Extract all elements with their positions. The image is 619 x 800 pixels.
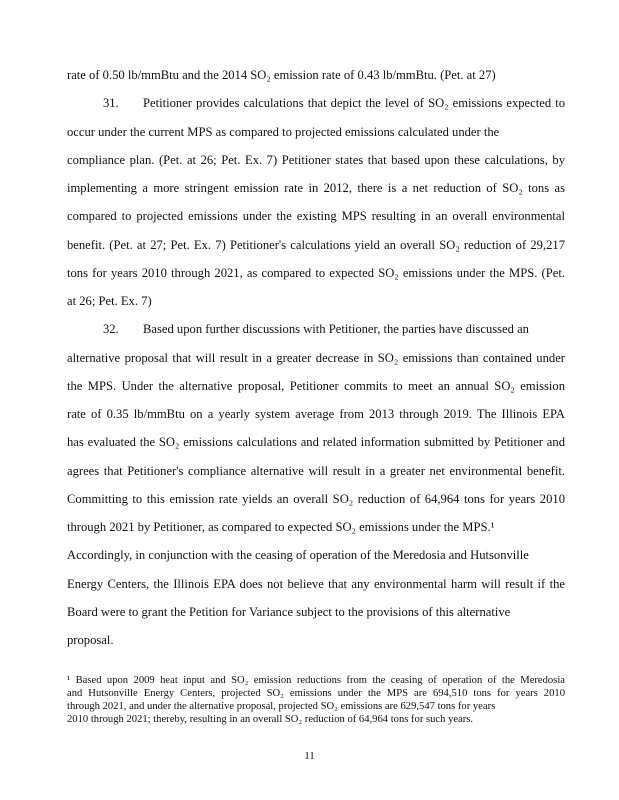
text-line xyxy=(67,202,565,230)
text-line xyxy=(67,626,565,654)
text-line xyxy=(67,174,565,202)
line-text: Accordingly, in conjunction with the ceasing of operation of the Meredosia and Hutsonville xyxy=(67,548,529,563)
line-text: the MPS. Under the alternative proposal, Petitioner commits to meet an annual SO₂ emission xyxy=(67,378,565,393)
line-text: benefit. (Pet. at 27; Pet. Ex. 7) Petitioner's calculations yield an overall SO₂ reduction of 29,217 xyxy=(67,237,565,252)
line-text: alternative proposal that will result in a greater decrease in SO₂ emissions than contained under xyxy=(67,350,565,365)
line-text: at 26; Pet. Ex. 7) xyxy=(67,294,152,308)
text-line xyxy=(67,259,565,287)
paragraph-number: 32. xyxy=(103,322,119,337)
footnote-line: 2010 through 2021; thereby, resulting in an overall SO₂ reduction of 64,964 tons for such years. xyxy=(67,714,474,725)
text-line xyxy=(67,61,565,89)
footnote-line: ¹ Based upon 2009 heat input and SO₂ emission reductions from the ceasing of operation of the Meredosia xyxy=(67,675,565,686)
line-text: compliance plan. (Pet. at 26; Pet. Ex. 7) Petitioner states that based upon these calculations, by xyxy=(67,152,565,167)
line-text: rate of 0.50 lb/mmBtu and the 2014 SO₂ emission rate of 0.43 lb/mmBtu. (Pet. at 27) xyxy=(67,68,496,82)
text-line xyxy=(67,146,565,174)
text-line xyxy=(67,485,565,513)
page-number: 11 xyxy=(304,750,315,762)
line-text: has evaluated the SO₂ emissions calculations and related information submitted by Petitioner and xyxy=(67,435,565,450)
line-text: proposal. xyxy=(67,633,114,647)
text-line xyxy=(67,428,565,456)
text-line xyxy=(67,372,565,400)
text-line xyxy=(67,570,565,598)
line-text: through 2021 by Petitioner, as compared to expected SO₂ emissions under the MPS.¹ xyxy=(67,520,495,534)
line-text: rate of 0.35 lb/mmBtu on a yearly system average from 2013 through 2019. The Illinois EPA xyxy=(67,407,565,421)
text-line xyxy=(67,541,565,569)
footnote-line: and Hutsonville Energy Centers, projected SO₂ emissions under the MPS are 694,510 tons for years 2010 xyxy=(67,688,565,699)
text-line xyxy=(67,457,565,485)
line-text: agrees that Petitioner's compliance alternative will result in a greater net environmental benefit. xyxy=(67,463,565,478)
footnote xyxy=(67,674,565,726)
text-line xyxy=(67,287,565,315)
line-text: implementing a more stringent emission rate in 2012, there is a net reduction of SO₂ tons as xyxy=(67,181,565,195)
text-line xyxy=(67,231,565,259)
paragraph-number: 31. xyxy=(103,96,119,111)
line-text: occur under the current MPS as compared to projected emissions calculated under the xyxy=(67,124,500,139)
body-text xyxy=(67,61,565,654)
footnote-line: through 2021, and under the alternative proposal, projected SO₂ emissions are 629,547 tons for years xyxy=(67,701,496,712)
line-text: Energy Centers, the Illinois EPA does not believe that any environmental harm will result if the xyxy=(67,576,565,591)
line-text: tons for years 2010 through 2021, as compared to expected SO₂ emissions under the MPS. (Pet. xyxy=(67,265,565,280)
line-text: compared to projected emissions under the existing MPS resulting in an overall environmental xyxy=(67,209,565,224)
text-line xyxy=(67,118,565,146)
text-line xyxy=(67,513,565,541)
text-line xyxy=(67,89,565,117)
text-line xyxy=(67,315,565,343)
line-text: Petitioner provides calculations that depict the level of SO₂ emissions expected to xyxy=(143,96,565,111)
text-line xyxy=(67,598,565,626)
line-text: Board were to grant the Petition for Variance subject to the provisions of this alternative xyxy=(67,604,511,619)
line-text: Committing to this emission rate yields an overall SO₂ reduction of 64,964 tons for years 2010 xyxy=(67,491,565,506)
text-line xyxy=(67,400,565,428)
line-text: Based upon further discussions with Petitioner, the parties have discussed an xyxy=(143,322,529,337)
text-line xyxy=(67,344,565,372)
